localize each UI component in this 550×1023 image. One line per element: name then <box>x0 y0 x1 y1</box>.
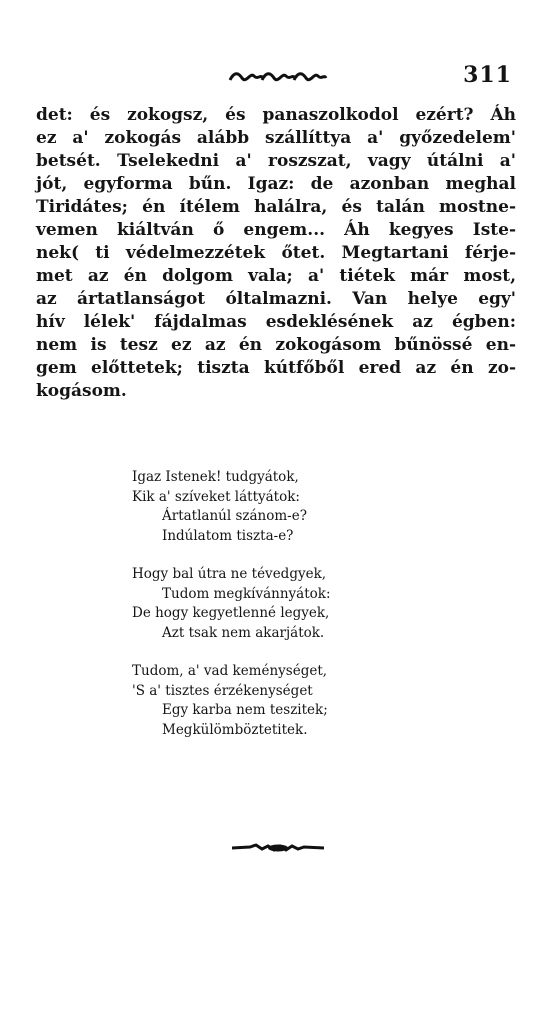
prose-line: kogásom. <box>36 381 127 401</box>
prose-line: az ártatlanságot óltalmazni. Van helye egy' <box>36 289 516 309</box>
prose-line: met az én dolgom vala; a' tiétek már most, <box>36 266 516 286</box>
poem-verse: Kik a' szíveket láttyátok: <box>132 488 300 505</box>
prose-line: ez a' zokogás alább szállíttya a' győzedelem' <box>36 128 516 148</box>
poem-verse: Indúlatom tiszta-e? <box>162 527 294 544</box>
poem-verse: Ártatlanúl szánom-e? <box>162 508 307 524</box>
poem-verse: Tudom megkívánnyátok: <box>162 585 331 602</box>
poem-verse: 'S a' tisztes érzékenységet <box>132 682 313 699</box>
prose-line: gem előttetek; tiszta kútfőből ered az én zo- <box>36 358 516 378</box>
poem-verse: Hogy bal útra ne tévedgyek, <box>132 566 327 582</box>
poem-verse: Egy karba nem teszitek; <box>162 702 328 718</box>
poem-verse: Tudom, a' vad keménységet, <box>132 663 328 679</box>
prose-line: nek( ti védelmezzétek őtet. Megtartani férje- <box>36 243 516 263</box>
poem-verse: De hogy kegyetlenné legyek, <box>132 605 330 621</box>
prose-line: betsét. Tselekedni a' roszszat, vagy útálni a' <box>36 151 516 171</box>
prose-line: Tiridátes; én ítélem halálra, és talán mostne- <box>36 197 516 217</box>
prose-line: det: és zokogsz, és panaszolkodol ezért? Áh <box>36 105 516 125</box>
prose-paragraph <box>36 104 516 403</box>
poem-stanza <box>132 468 392 546</box>
poem-verse: Igaz Istenek! tudgyátok, <box>132 469 299 485</box>
bottom-ornament-icon <box>232 843 324 853</box>
poem <box>132 468 392 759</box>
page-number: 311 <box>463 62 512 88</box>
prose-line: nem is tesz ez az én zokogásom bűnössé en- <box>36 335 516 355</box>
poem-stanza <box>132 565 392 643</box>
prose-line: jót, egyforma bűn. Igaz: de azonban meghal <box>36 174 516 194</box>
poem-verse: Azt tsak nem akarjátok. <box>162 624 325 641</box>
top-ornament-icon <box>228 70 328 84</box>
poem-verse: Megkülömböztetitek. <box>162 721 308 738</box>
prose-line: hív lélek' fájdalmas esdeklésének az égben: <box>36 312 516 332</box>
poem-stanza <box>132 662 392 740</box>
prose-line: vemen kiáltván ő engem... Áh kegyes Iste- <box>36 220 516 240</box>
